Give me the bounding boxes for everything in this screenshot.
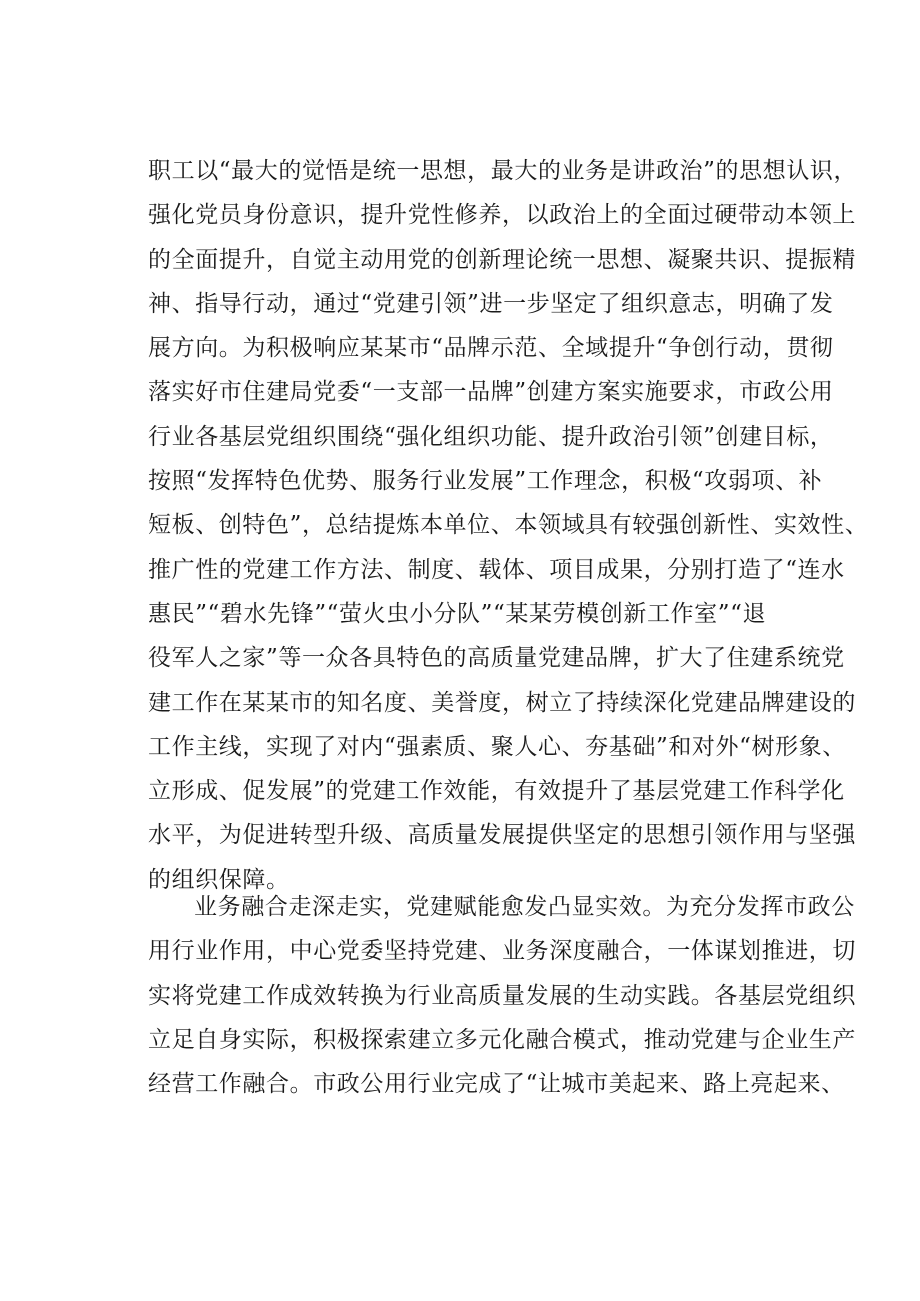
text-line: 的组织保障。 — [148, 866, 290, 893]
body-paragraph-2 — [148, 885, 856, 1106]
text-line: 神、指导行动，通过“党建引领”进一步坚定了组织意志，明确了发 — [148, 290, 834, 317]
text-line: 工作主线，实现了对内“强素质、聚人心、夯基础”和对外“树形象、 — [148, 733, 846, 760]
text-line: 推广性的党建工作方法、制度、载体、项目成果，分别打造了“连水 — [148, 556, 845, 583]
text-line: 水平，为促进转型升级、高质量发展提供坚定的思想引领作用与坚强 — [148, 822, 856, 849]
text-line: 强化党员身份意识，提升党性修养，以政治上的全面过硬带动本领上 — [148, 202, 856, 229]
text-line: 惠民”“碧水先锋”“萤火虫小分队”“某某劳模创新工作室”“退 — [148, 600, 767, 627]
text-line: 役军人之家”等一众各具特色的高质量党建品牌，扩大了住建系统党 — [148, 645, 845, 672]
text-line: 经营工作融合。市政公用行业完成了“让城市美起来、路上亮起来、 — [148, 1071, 845, 1098]
text-line: 职工以“最大的觉悟是统一思想，最大的业务是讲政治”的思想认识， — [148, 158, 858, 184]
text-line-indented: 业务融合走深走实，党建赋能愈发凸显实效。为充分发挥市政公 — [194, 894, 855, 920]
body-paragraph-1 — [148, 149, 869, 902]
text-line: 短板、创特色”，总结提炼本单位、本领域具有较强创新性、实效性、 — [148, 512, 869, 539]
text-line: 行业各基层党组织围绕“强化组织功能、提升政治引领”创建目标， — [148, 423, 834, 450]
text-line: 立足自身实际，积极探索建立多元化融合模式，推动党建与企业生产 — [148, 1026, 856, 1053]
text-line: 落实好市住建局党委“一支部一品牌”创建方案实施要求，市政公用 — [148, 379, 834, 406]
text-line: 建工作在某某市的知名度、美誉度，树立了持续深化党建品牌建设的 — [148, 689, 856, 716]
text-line: 的全面提升，自觉主动用党的创新理论统一思想、凝聚共识、提振精 — [148, 246, 856, 273]
text-line: 实将党建工作成效转换为行业高质量发展的生动实践。各基层党组织 — [148, 982, 856, 1009]
text-line: 用行业作用，中心党委坚持党建、业务深度融合，一体谋划推进，切 — [148, 938, 856, 965]
text-line: 按照“发挥特色优势、服务行业发展”工作理念，积极“攻弱项、补 — [148, 468, 823, 495]
text-line: 展方向。为积极响应某某市“品牌示范、全域提升“争创行动，贯彻 — [148, 335, 834, 362]
text-line: 立形成、促发展”的党建工作效能，有效提升了基层党建工作科学化 — [148, 778, 845, 805]
